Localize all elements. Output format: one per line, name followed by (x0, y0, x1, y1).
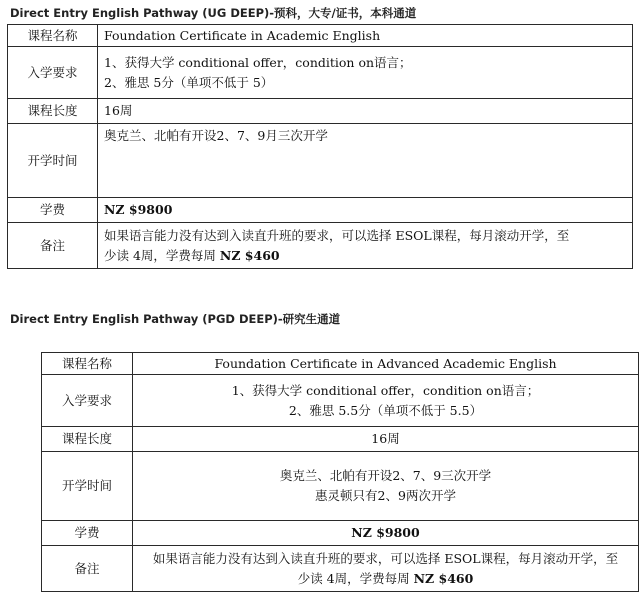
entry-requirement-value (98, 47, 633, 99)
section-title-ug-deep: Direct Entry English Pathway (UG DEEP)-预科，大专/证书，本科通道 (10, 6, 417, 20)
course-name-value: Foundation Certificate in Advanced Academic English (133, 353, 639, 375)
entry-requirement-label: 入学要求 (8, 47, 98, 99)
table-row (42, 452, 639, 521)
remarks-line-2 (139, 569, 632, 589)
requirement-line-1: 1、获得大学 conditional offer，condition on语言； (231, 382, 540, 398)
section-title-pgd-deep: Direct Entry English Pathway (PGD DEEP)-研究生通道 (10, 312, 341, 326)
table-row (8, 198, 633, 223)
tuition-label: 学费 (8, 198, 98, 223)
table-row (42, 546, 639, 592)
remarks-value (133, 546, 639, 592)
table-row (8, 223, 633, 269)
tuition-value: NZ $9800 (133, 521, 639, 546)
course-length-label: 课程长度 (8, 99, 98, 124)
table-row (42, 521, 639, 546)
table-row (42, 353, 639, 375)
remarks-label: 备注 (42, 546, 133, 592)
pgd-deep-table (41, 352, 639, 592)
entry-requirement-label: 入学要求 (42, 375, 133, 427)
table-row (8, 47, 633, 99)
table-row (8, 25, 633, 47)
remarks-line-2 (104, 246, 626, 266)
start-date-line-1: 奥克兰、北帕有开设2、7、9三次开学 (279, 468, 492, 483)
entry-requirement-value (133, 375, 639, 427)
course-length-label: 课程长度 (42, 427, 133, 452)
remarks-line-1: 如果语言能力没有达到入读直升班的要求，可以选择 ESOL课程，每月滚动开学，至 (104, 227, 570, 243)
table-row (8, 99, 633, 124)
start-date-line-2: 惠灵顿只有2、9两次开学 (315, 488, 456, 503)
weekly-fee: NZ $460 (413, 570, 474, 586)
course-name-label: 课程名称 (42, 353, 133, 375)
table-row (42, 375, 639, 427)
course-name-label: 课程名称 (8, 25, 98, 47)
course-name-value: Foundation Certificate in Academic English (98, 25, 633, 47)
remarks-label: 备注 (8, 223, 98, 269)
course-length-value: 16周 (133, 427, 639, 452)
requirement-line-2: 2、雅思 5分（单项不低于 5） (104, 74, 274, 90)
remarks-line-2-text: 少读 4周，学费每周 (297, 570, 414, 586)
course-length-value: 16周 (98, 99, 633, 124)
start-date-label: 开学时间 (8, 124, 98, 198)
remarks-line-1: 如果语言能力没有达到入读直升班的要求，可以选择 ESOL课程，每月滚动开学，至 (152, 550, 619, 566)
start-date-label: 开学时间 (42, 452, 133, 521)
start-date-value: 奥克兰、北帕有开设2、7、9月三次开学 (98, 124, 633, 198)
requirement-line-1: 1、获得大学 conditional offer，condition on语言； (104, 54, 412, 70)
weekly-fee: NZ $460 (219, 247, 280, 263)
table-row (42, 427, 639, 452)
start-date-value (133, 452, 639, 521)
tuition-value: NZ $9800 (98, 198, 633, 223)
requirement-line-2: 2、雅思 5.5分（单项不低于 5.5） (288, 402, 483, 418)
remarks-line-2-text: 少读 4周，学费每周 (104, 247, 220, 263)
table-row (8, 124, 633, 198)
ug-deep-table (7, 24, 633, 269)
remarks-value (98, 223, 633, 269)
tuition-label: 学费 (42, 521, 133, 546)
